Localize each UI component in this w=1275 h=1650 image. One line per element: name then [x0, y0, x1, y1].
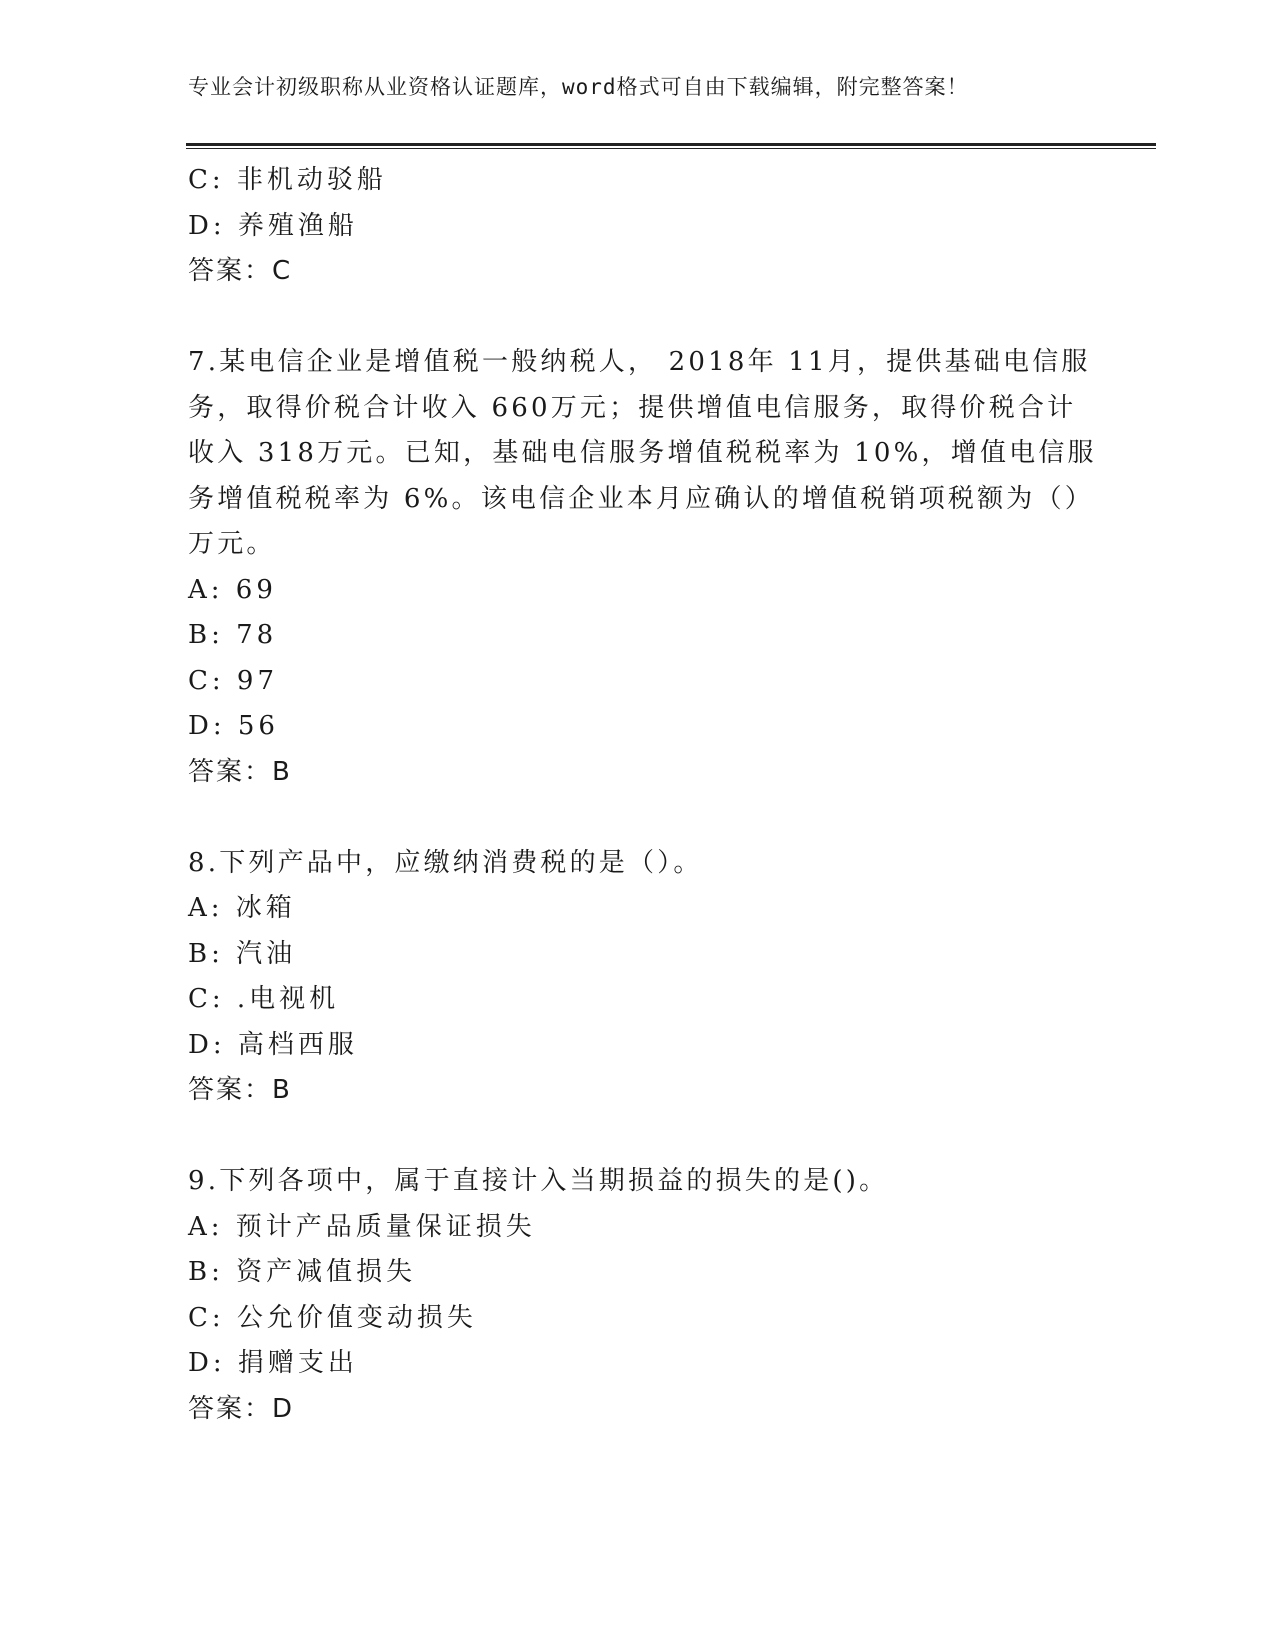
option-c: C: 公允价值变动损失	[188, 1302, 477, 1333]
question-text-line: 7.某电信企业是增值税一般纳税人， 2018年 11月，提供基础电信服	[188, 347, 1091, 377]
spacer	[188, 1114, 1088, 1160]
option-d: D: 56	[188, 711, 279, 741]
option-b: B: 78	[188, 620, 278, 650]
question-text-line: 8.下列产品中，应缴纳消费税的是（）。	[188, 847, 703, 878]
option-d: D: 养殖渔船	[188, 210, 358, 241]
spacer	[188, 795, 1088, 841]
spacer	[188, 295, 1088, 341]
option-b: B: 汽油	[188, 938, 297, 969]
option-c: C: 非机动驳船	[188, 165, 387, 195]
question-content	[188, 158, 1097, 1432]
option-a: A: 69	[188, 574, 277, 605]
option-c: C: .电视机	[188, 984, 340, 1014]
question-text-line: 9.下列各项中，属于直接计入当期损益的损失的是()。	[188, 1166, 889, 1196]
header-divider	[186, 143, 1156, 149]
option-b: B: 资产减值损失	[188, 1257, 417, 1287]
option-c: C: 97	[188, 665, 279, 696]
option-d: D: 捐赠支出	[188, 1348, 358, 1378]
answer-line: 答案：D	[188, 1393, 295, 1424]
answer-line: 答案：B	[188, 756, 292, 787]
option-a: A: 预计产品质量保证损失	[188, 1211, 536, 1242]
question-text-line: 万元。	[188, 529, 276, 559]
question-text-line: 收入 318万元。已知，基础电信服务增值税税率为 10%，增值电信服	[188, 438, 1097, 468]
question-7	[188, 340, 1097, 568]
question-8	[188, 841, 1088, 887]
prev-question-block	[188, 158, 1088, 295]
question-9	[188, 1159, 1088, 1205]
option-d: D: 高档西服	[188, 1029, 358, 1060]
answer-line: 答案：C	[188, 256, 293, 286]
question-text-line: 务增值税税率为 6%。该电信企业本月应确认的增值税销项税额为（）	[188, 483, 1094, 514]
question-text-line: 务，取得价税合计收入 660万元；提供增值电信服务，取得价税合计	[188, 392, 1077, 423]
option-a: A: 冰箱	[188, 893, 296, 923]
page-header: 专业会计初级职称从业资格认证题库，word格式可自由下载编辑，附完整答案！	[188, 75, 969, 99]
answer-line: 答案：B	[188, 1075, 292, 1105]
